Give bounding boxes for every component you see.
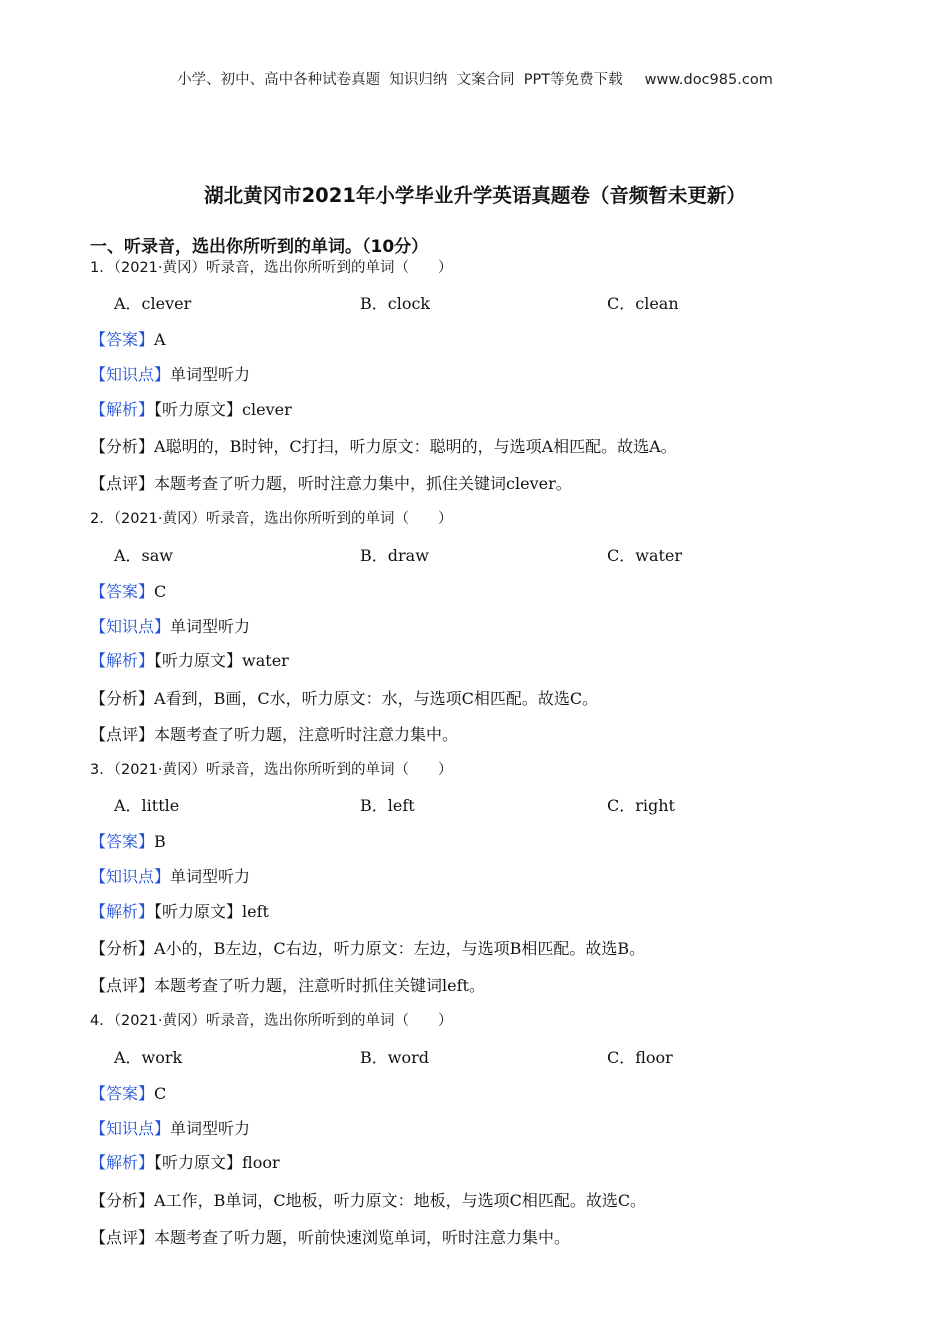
question-stem: 1．（2021·黄冈）听录音，选出你所听到的单词（ ） — [90, 260, 453, 276]
transcript-value: clever — [242, 400, 292, 419]
question-stem: 4．（2021·黄冈）听录音，选出你所听到的单词（ ） — [90, 1013, 453, 1029]
option-c: C．water — [607, 546, 683, 565]
analysis-label: 【解析】 — [90, 902, 155, 921]
fenxi-label: 【分析】 — [90, 1191, 155, 1210]
analysis-line — [90, 651, 289, 671]
comment-label: 【点评】 — [90, 1228, 155, 1247]
document-title: 湖北黄冈市2021年小学毕业升学英语真题卷（音频暂未更新） — [204, 184, 746, 207]
knowledge-value: 单词型听力 — [170, 617, 251, 636]
comment-line — [90, 976, 485, 996]
answer-value: B — [154, 832, 166, 851]
comment-line — [90, 1228, 570, 1248]
knowledge-line — [90, 1119, 250, 1139]
transcript-label: 【听力原文】 — [154, 1153, 243, 1172]
comment-label: 【点评】 — [90, 474, 155, 493]
answer-line — [90, 582, 166, 602]
option-b: B．left — [360, 796, 415, 815]
comment-line — [90, 725, 458, 745]
fenxi-value: A看到，B画，C水，听力原文：水，与选项C相匹配。故选C。 — [154, 689, 599, 708]
knowledge-label: 【知识点】 — [90, 867, 171, 886]
page-header — [0, 68, 950, 89]
fenxi-line — [90, 1191, 646, 1211]
answer-label: 【答案】 — [90, 832, 155, 851]
option-a: A．saw — [114, 546, 174, 565]
comment-line — [90, 474, 572, 494]
comment-value: 本题考查了听力题，注意听时注意力集中。 — [154, 725, 459, 744]
comment-value: 本题考查了听力题，听前快速浏览单词，听时注意力集中。 — [154, 1228, 571, 1247]
answer-label: 【答案】 — [90, 582, 155, 601]
analysis-label: 【解析】 — [90, 651, 155, 670]
analysis-label: 【解析】 — [90, 1153, 155, 1172]
comment-value: 本题考查了听力题，听时注意力集中，抓住关键词clever。 — [154, 474, 572, 493]
analysis-line — [90, 902, 269, 922]
option-b: B．draw — [360, 546, 429, 565]
analysis-line — [90, 1153, 280, 1173]
answer-value: A — [154, 330, 166, 349]
transcript-label: 【听力原文】 — [154, 902, 243, 921]
transcript-value: water — [242, 651, 289, 670]
answer-label: 【答案】 — [90, 1084, 155, 1103]
analysis-line — [90, 400, 292, 420]
option-a: A．clever — [114, 294, 192, 313]
option-c: C．clean — [607, 294, 679, 313]
option-a: A．little — [114, 796, 180, 815]
option-c: C．right — [607, 796, 675, 815]
transcript-value: floor — [242, 1153, 280, 1172]
fenxi-value: A小的，B左边，C右边，听力原文：左边，与选项B相匹配。故选B。 — [154, 939, 646, 958]
fenxi-value: A聪明的，B时钟，C打扫，听力原文：聪明的，与选项A相匹配。故选A。 — [154, 437, 677, 456]
comment-value: 本题考查了听力题，注意听时抓住关键词left。 — [154, 976, 485, 995]
question-stem: 2．（2021·黄冈）听录音，选出你所听到的单词（ ） — [90, 511, 453, 527]
fenxi-line — [90, 437, 677, 457]
comment-label: 【点评】 — [90, 725, 155, 744]
knowledge-line — [90, 617, 250, 637]
fenxi-label: 【分析】 — [90, 939, 155, 958]
answer-value: C — [154, 582, 167, 601]
option-b: B．word — [360, 1048, 429, 1067]
header-text: 小学、初中、高中各种试卷真题 知识归纳 文案合同 PPT等免费下载 — [177, 72, 623, 88]
option-c: C．floor — [607, 1048, 673, 1067]
answer-label: 【答案】 — [90, 330, 155, 349]
knowledge-line — [90, 867, 250, 887]
comment-label: 【点评】 — [90, 976, 155, 995]
knowledge-line — [90, 365, 250, 385]
analysis-label: 【解析】 — [90, 400, 155, 419]
answer-line — [90, 832, 166, 852]
answer-line — [90, 330, 166, 350]
transcript-label: 【听力原文】 — [154, 400, 243, 419]
question-stem: 3．（2021·黄冈）听录音，选出你所听到的单词（ ） — [90, 762, 453, 778]
option-b: B．clock — [360, 294, 431, 313]
fenxi-value: A工作，B单词，C地板，听力原文：地板，与选项C相匹配。故选C。 — [154, 1191, 647, 1210]
answer-line — [90, 1084, 166, 1104]
header-site: www.doc985.com — [644, 72, 773, 88]
fenxi-line — [90, 939, 645, 959]
fenxi-label: 【分析】 — [90, 689, 155, 708]
section-title: 一、听录音，选出你所听到的单词。（10分） — [90, 237, 429, 257]
knowledge-label: 【知识点】 — [90, 1119, 171, 1138]
transcript-value: left — [242, 902, 269, 921]
knowledge-label: 【知识点】 — [90, 617, 171, 636]
fenxi-label: 【分析】 — [90, 437, 155, 456]
knowledge-value: 单词型听力 — [170, 867, 251, 886]
knowledge-label: 【知识点】 — [90, 365, 171, 384]
knowledge-value: 单词型听力 — [170, 1119, 251, 1138]
option-a: A．work — [114, 1048, 183, 1067]
answer-value: C — [154, 1084, 167, 1103]
knowledge-value: 单词型听力 — [170, 365, 251, 384]
fenxi-line — [90, 689, 598, 709]
transcript-label: 【听力原文】 — [154, 651, 243, 670]
